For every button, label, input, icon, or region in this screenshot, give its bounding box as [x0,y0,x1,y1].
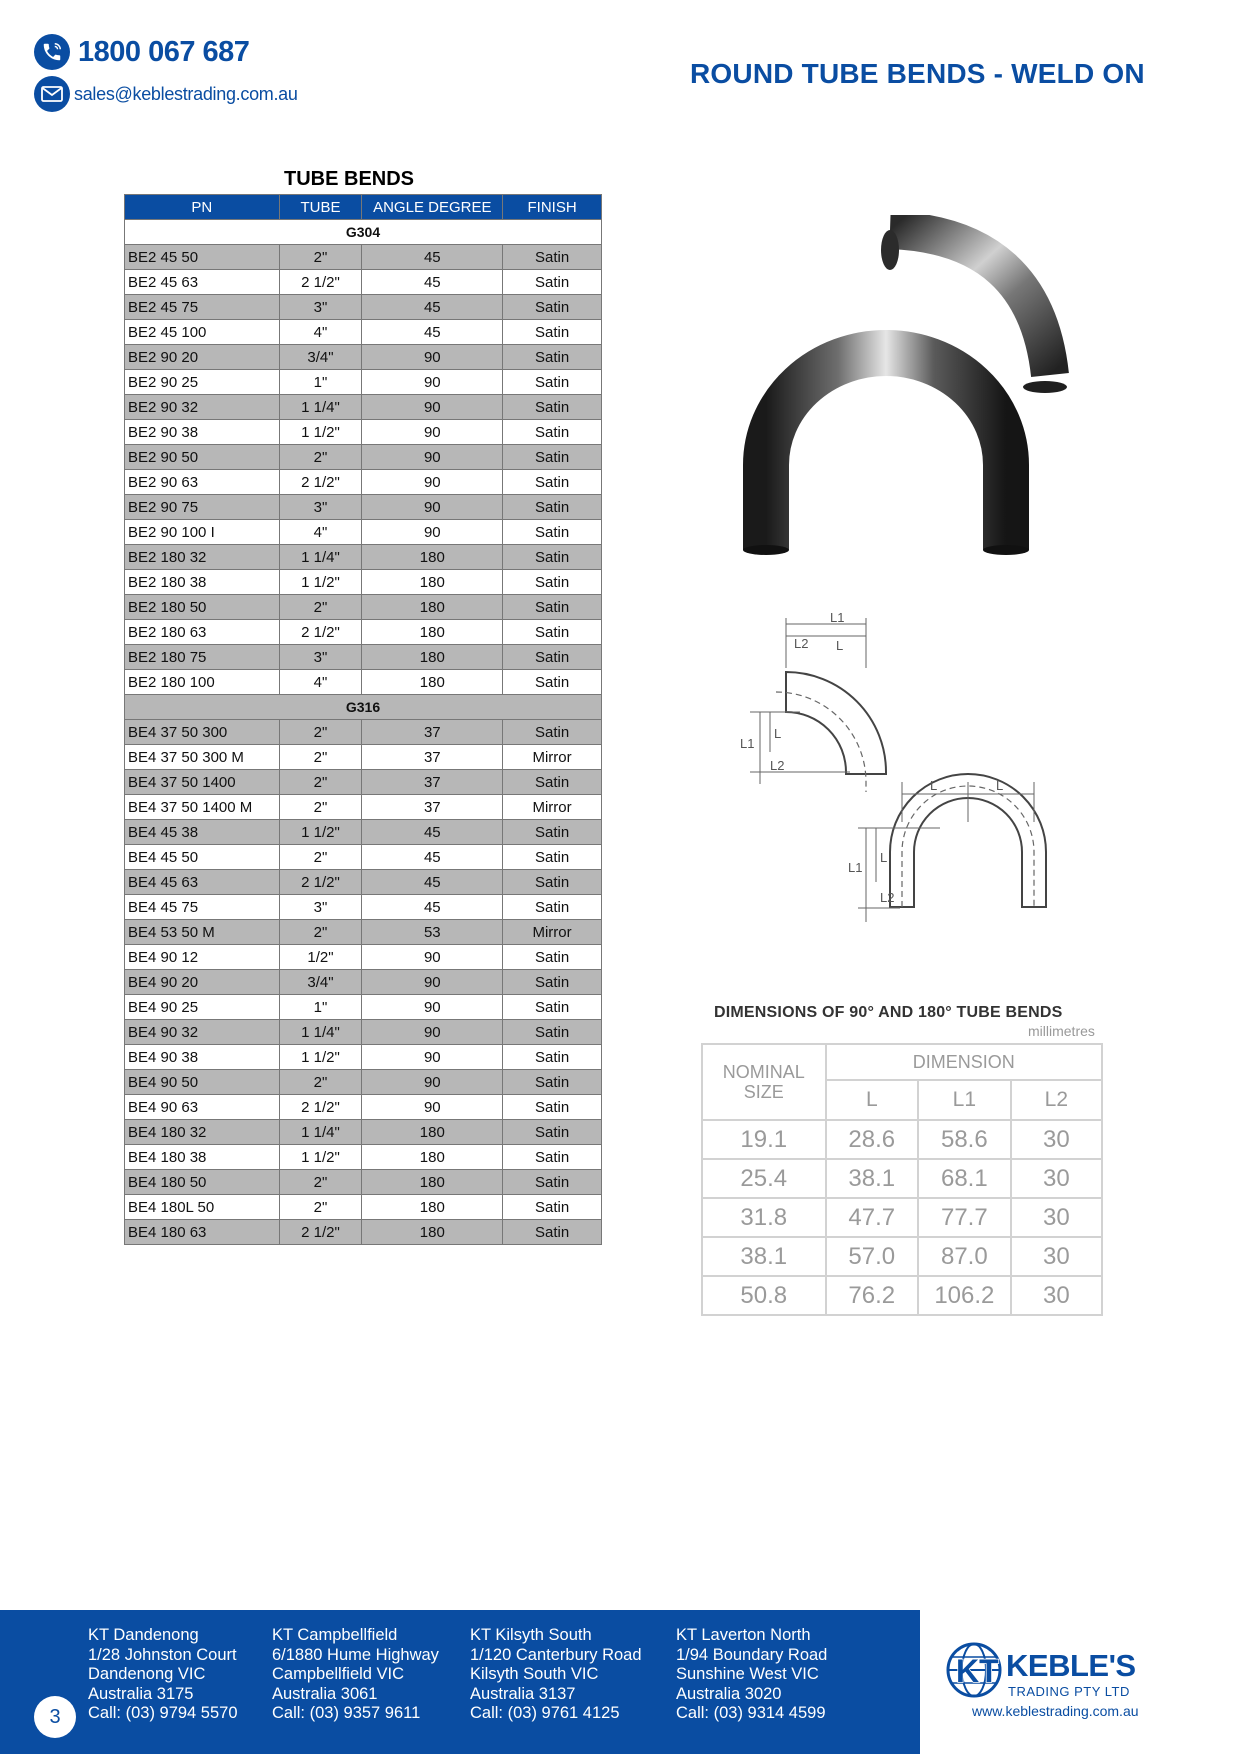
cell-tube: 1 1/4" [279,1120,362,1145]
cell-angle: 45 [362,895,503,920]
logo-mark: KT [956,1653,999,1689]
cell-angle: 180 [362,1170,503,1195]
table-row [702,1276,1102,1315]
cell-pn: BE2 45 63 [125,270,280,295]
table-row [125,1220,602,1245]
cell-finish: Satin [503,395,602,420]
cell-pn: BE4 90 50 [125,1070,280,1095]
table-row [125,970,602,995]
dim-nominal: 38.1 [702,1237,826,1276]
dim-l: 28.6 [826,1120,919,1159]
sub-header-l2: L2 [1011,1080,1102,1120]
cell-finish: Satin [503,1095,602,1120]
cell-pn: BE4 90 32 [125,1020,280,1045]
cell-angle: 90 [362,520,503,545]
dim-nominal: 19.1 [702,1120,826,1159]
table-row [125,820,602,845]
table-row [125,745,602,770]
table-row [125,845,602,870]
cell-finish: Satin [503,645,602,670]
table-row [125,920,602,945]
cell-finish: Satin [503,845,602,870]
dim-l: 57.0 [826,1237,919,1276]
table-row [702,1159,1102,1198]
table-row [125,270,602,295]
dim-l1: 58.6 [918,1120,1011,1159]
cell-finish: Satin [503,1220,602,1245]
col-angle: ANGLE DEGREE [362,195,503,220]
cell-finish: Satin [503,720,602,745]
group-row [125,220,602,245]
cell-tube: 2 1/2" [279,270,362,295]
dim-l2: 30 [1011,1276,1102,1315]
office-address: 6/1880 Hume Highway [272,1645,439,1664]
cell-tube: 2" [279,1170,362,1195]
cell-angle: 37 [362,720,503,745]
cell-angle: 45 [362,270,503,295]
page-title: ROUND TUBE BENDS - WELD ON [690,58,1145,89]
dimension-diagram [740,612,1100,932]
cell-finish: Satin [503,345,602,370]
u-bend-180-image [743,353,1029,555]
diagram-label-l-top: L [836,638,844,653]
office-address: 1/28 Johnston Court [88,1645,237,1664]
cell-finish: Satin [503,1020,602,1045]
cell-angle: 180 [362,1220,503,1245]
cell-tube: 1 1/2" [279,1045,362,1070]
cell-tube: 4" [279,520,362,545]
email-icon [34,76,70,112]
office-suburb: Kilsyth South VIC [470,1665,599,1683]
cell-pn: BE2 90 63 [125,470,280,495]
cell-tube: 3/4" [279,970,362,995]
table-row [125,420,602,445]
diagram-label-l-side: L [774,726,782,741]
cell-finish: Satin [503,770,602,795]
table-row [125,995,602,1020]
table-row [125,245,602,270]
cell-angle: 90 [362,370,503,395]
cell-angle: 37 [362,795,503,820]
cell-finish: Satin [503,1195,602,1220]
table-row [125,1020,602,1045]
tube-bends-body [125,220,602,1245]
cell-pn: BE4 45 50 [125,845,280,870]
dim-l: 76.2 [826,1276,919,1315]
table-row [125,520,602,545]
diagram-label-l1-u: L1 [848,860,863,875]
cell-pn: BE4 90 25 [125,995,280,1020]
table-row [125,295,602,320]
cell-finish: Satin [503,1170,602,1195]
cell-finish: Satin [503,445,602,470]
diagram-label-l-u-right: L [996,778,1004,793]
cell-finish: Satin [503,620,602,645]
office-phone[interactable]: Call: (03) 9314 4599 [676,1704,826,1722]
email-link[interactable]: sales@keblestrading.com.au [74,83,298,104]
col-finish: FINISH [503,195,602,220]
cell-tube: 1 1/2" [279,570,362,595]
cell-tube: 3/4" [279,345,362,370]
cell-pn: BE4 37 50 1400 M [125,795,280,820]
cell-tube: 4" [279,670,362,695]
cell-pn: BE4 90 20 [125,970,280,995]
group-label: G304 [125,220,602,245]
sub-header-l: L [826,1080,919,1120]
cell-finish: Mirror [503,920,602,945]
cell-angle: 180 [362,595,503,620]
table-row [125,945,602,970]
cell-tube: 1 1/2" [279,1145,362,1170]
cell-angle: 90 [362,1070,503,1095]
office-postcode: Australia 3175 [88,1684,194,1703]
cell-angle: 90 [362,495,503,520]
cell-finish: Satin [503,995,602,1020]
cell-pn: BE2 90 20 [125,345,280,370]
diagram-label-l-u: L [880,850,888,865]
cell-finish: Satin [503,370,602,395]
elbow-90-outline [786,672,886,774]
cell-tube: 2" [279,920,362,945]
phone-number[interactable]: 1800 067 687 [78,35,250,68]
table-row [125,770,602,795]
tube-bends-title: TUBE BENDS [284,168,415,190]
cell-pn: BE2 45 100 [125,320,280,345]
office-address: 1/120 Canterbury Road [470,1645,642,1664]
dimensions-unit: millimetres [1028,1023,1095,1039]
table-row [125,1145,602,1170]
cell-angle: 90 [362,420,503,445]
diagram-label-l2-u: L2 [880,890,895,905]
office-name: KT Laverton North [676,1626,811,1644]
cell-angle: 180 [362,620,503,645]
cell-pn: BE2 180 100 [125,670,280,695]
table-row [125,570,602,595]
cell-angle: 37 [362,770,503,795]
cell-pn: BE2 45 50 [125,245,280,270]
office-postcode: Australia 3137 [470,1684,576,1703]
cell-finish: Satin [503,945,602,970]
cell-tube: 2" [279,795,362,820]
table-row [125,1170,602,1195]
office-suburb: Campbellfield VIC [272,1665,405,1683]
cell-tube: 2" [279,445,362,470]
cell-finish: Satin [503,295,602,320]
cell-angle: 180 [362,1145,503,1170]
cell-angle: 90 [362,970,503,995]
cell-angle: 180 [362,1195,503,1220]
cell-finish: Satin [503,520,602,545]
sub-header-l1: L1 [918,1080,1011,1120]
cell-tube: 2 1/2" [279,1220,362,1245]
office-name: KT Dandenong [88,1626,199,1644]
cell-tube: 1" [279,370,362,395]
cell-finish: Satin [503,970,602,995]
table-row [125,870,602,895]
cell-finish: Satin [503,670,602,695]
cell-finish: Satin [503,420,602,445]
office-name: KT Campbellfield [272,1626,398,1644]
cell-pn: BE4 90 38 [125,1045,280,1070]
table-row [125,1120,602,1145]
cell-tube: 4" [279,320,362,345]
cell-pn: BE4 37 50 1400 [125,770,280,795]
cell-tube: 1 1/2" [279,820,362,845]
table-row [125,795,602,820]
table-row [125,1095,602,1120]
cell-pn: BE2 180 50 [125,595,280,620]
table-row [125,495,602,520]
table-row [125,895,602,920]
dim-l1: 77.7 [918,1198,1011,1237]
cell-angle: 37 [362,745,503,770]
dim-nominal: 25.4 [702,1159,826,1198]
office-kilsyth-south [470,1626,642,1724]
cell-finish: Mirror [503,795,602,820]
cell-finish: Satin [503,320,602,345]
cell-pn: BE4 45 38 [125,820,280,845]
table-row [125,1070,602,1095]
cell-tube: 2 1/2" [279,620,362,645]
cell-tube: 2 1/2" [279,1095,362,1120]
cell-pn: BE2 90 75 [125,495,280,520]
cell-tube: 2" [279,745,362,770]
cell-pn: BE4 180 38 [125,1145,280,1170]
logo-website[interactable]: www.keblestrading.com.au [972,1703,1139,1719]
cell-angle: 90 [362,945,503,970]
cell-tube: 2 1/2" [279,470,362,495]
cell-finish: Satin [503,545,602,570]
dim-l: 38.1 [826,1159,919,1198]
dimensions-header-row [702,1044,1102,1080]
cell-tube: 1 1/4" [279,395,362,420]
office-phone[interactable]: Call: (03) 9357 9611 [272,1704,421,1722]
cell-finish: Satin [503,470,602,495]
cell-angle: 45 [362,845,503,870]
cell-tube: 3" [279,295,362,320]
cell-tube: 2" [279,770,362,795]
logo-subtitle: TRADING PTY LTD [1008,1684,1130,1699]
cell-pn: BE4 180 32 [125,1120,280,1145]
table-row [125,370,602,395]
cell-tube: 2" [279,245,362,270]
cell-angle: 90 [362,1095,503,1120]
cell-finish: Satin [503,1145,602,1170]
cell-angle: 180 [362,1120,503,1145]
cell-angle: 90 [362,470,503,495]
page-number: 3 [34,1696,76,1738]
cell-angle: 53 [362,920,503,945]
cell-tube: 2" [279,720,362,745]
table-row [125,320,602,345]
office-postcode: Australia 3061 [272,1684,378,1703]
cell-pn: BE2 90 25 [125,370,280,395]
diagram-label-l1-side: L1 [740,736,755,751]
dim-l2: 30 [1011,1120,1102,1159]
cell-pn: BE2 90 38 [125,420,280,445]
cell-pn: BE4 37 50 300 [125,720,280,745]
cell-angle: 90 [362,395,503,420]
table-row [125,620,602,645]
footer [0,1610,920,1754]
cell-tube: 3" [279,895,362,920]
cell-tube: 2" [279,1195,362,1220]
cell-angle: 45 [362,320,503,345]
tube-bends-table [124,194,602,1245]
cell-angle: 90 [362,345,503,370]
table-row [702,1237,1102,1276]
table-row [125,470,602,495]
cell-pn: BE2 90 32 [125,395,280,420]
cell-finish: Satin [503,245,602,270]
diagram-label-l2-top: L2 [794,636,809,651]
cell-pn: BE2 180 75 [125,645,280,670]
table-row [125,445,602,470]
cell-finish: Satin [503,870,602,895]
contact-block [34,34,298,112]
office-campbellfield [272,1626,439,1724]
table-row [125,670,602,695]
cell-angle: 45 [362,820,503,845]
col-pn: PN [125,195,280,220]
diagram-label-l-u-left: L [930,778,938,793]
cell-tube: 1 1/4" [279,545,362,570]
table-row [125,595,602,620]
dim-l2: 30 [1011,1198,1102,1237]
office-suburb: Sunshine West VIC [676,1665,819,1683]
table-row [702,1120,1102,1159]
nominal-size-header: NOMINAL SIZE [702,1044,826,1120]
cell-finish: Satin [503,595,602,620]
cell-angle: 45 [362,295,503,320]
cell-finish: Satin [503,1045,602,1070]
cell-pn: BE2 90 50 [125,445,280,470]
office-phone[interactable]: Call: (03) 9794 5570 [88,1704,238,1722]
table-row [125,720,602,745]
dimensions-title: DIMENSIONS OF 90° AND 180° TUBE BENDS [714,1004,1063,1021]
dimension-header: DIMENSION [826,1044,1102,1080]
office-name: KT Kilsyth South [470,1626,592,1644]
dimensions-body [702,1120,1102,1315]
diagram-label-l2-side: L2 [770,758,785,773]
table-row [125,1195,602,1220]
office-dandenong [88,1626,238,1724]
table-row [702,1198,1102,1237]
cell-tube: 1 1/4" [279,1020,362,1045]
cell-finish: Satin [503,495,602,520]
cell-angle: 45 [362,870,503,895]
tube-bends-photo [740,215,1070,560]
dimensions-table [701,1043,1103,1316]
group-row [125,695,602,720]
cell-pn: BE2 180 63 [125,620,280,645]
cell-pn: BE2 90 100 I [125,520,280,545]
dim-nominal: 50.8 [702,1276,826,1315]
table-row [125,645,602,670]
cell-tube: 3" [279,495,362,520]
dim-l1: 68.1 [918,1159,1011,1198]
cell-pn: BE2 180 32 [125,545,280,570]
cell-finish: Mirror [503,745,602,770]
table-row [125,545,602,570]
dim-l1: 87.0 [918,1237,1011,1276]
group-label: G316 [125,695,602,720]
diagram-label-l1-top: L1 [830,612,845,625]
office-phone[interactable]: Call: (03) 9761 4125 [470,1704,620,1722]
cell-angle: 90 [362,995,503,1020]
table-row [125,395,602,420]
cell-angle: 180 [362,570,503,595]
cell-angle: 90 [362,1020,503,1045]
cell-tube: 2" [279,595,362,620]
cell-tube: 1 1/2" [279,420,362,445]
cell-finish: Satin [503,270,602,295]
dim-nominal: 31.8 [702,1198,826,1237]
office-address: 1/94 Boundary Road [676,1645,828,1664]
cell-tube: 3" [279,645,362,670]
dim-l1: 106.2 [918,1276,1011,1315]
cell-pn: BE4 45 63 [125,870,280,895]
cell-pn: BE4 37 50 300 M [125,745,280,770]
cell-pn: BE4 45 75 [125,895,280,920]
cell-finish: Satin [503,820,602,845]
col-tube: TUBE [279,195,362,220]
dim-l2: 30 [1011,1159,1102,1198]
cell-tube: 1/2" [279,945,362,970]
cell-angle: 45 [362,245,503,270]
cell-pn: BE4 180 63 [125,1220,280,1245]
cell-finish: Satin [503,1120,602,1145]
email-row [34,76,298,112]
table-header-row [125,195,602,220]
office-postcode: Australia 3020 [676,1684,782,1703]
cell-angle: 90 [362,1045,503,1070]
cell-finish: Satin [503,1070,602,1095]
cell-tube: 2" [279,845,362,870]
phone-icon [34,34,70,70]
cell-angle: 180 [362,670,503,695]
dim-l: 47.7 [826,1198,919,1237]
cell-finish: Satin [503,570,602,595]
cell-pn: BE2 180 38 [125,570,280,595]
cell-angle: 90 [362,445,503,470]
cell-pn: BE2 45 75 [125,295,280,320]
cell-pn: BE4 90 63 [125,1095,280,1120]
cell-tube: 2 1/2" [279,870,362,895]
cell-pn: BE4 180L 50 [125,1195,280,1220]
cell-pn: BE4 180 50 [125,1170,280,1195]
cell-finish: Satin [503,895,602,920]
cell-angle: 180 [362,645,503,670]
logo-name: KEBLE'S [1006,1648,1136,1683]
office-suburb: Dandenong VIC [88,1665,206,1683]
cell-tube: 1" [279,995,362,1020]
cell-angle: 180 [362,545,503,570]
cell-tube: 2" [279,1070,362,1095]
cell-pn: BE4 90 12 [125,945,280,970]
table-row [125,1045,602,1070]
table-row [125,345,602,370]
dim-l2: 30 [1011,1237,1102,1276]
office-laverton-north [676,1626,827,1724]
phone-row [34,34,298,70]
cell-pn: BE4 53 50 M [125,920,280,945]
